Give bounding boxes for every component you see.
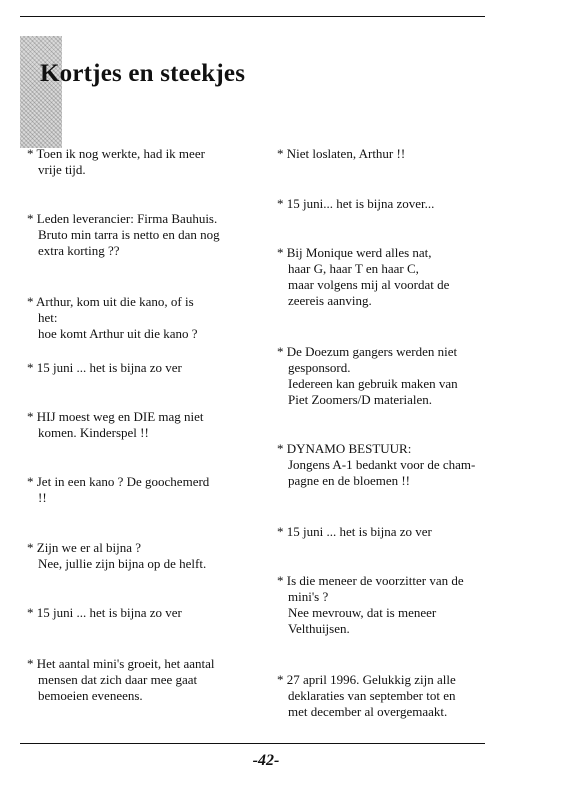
note-line: Nee mevrouw, dat is meneer — [288, 605, 437, 620]
note-line: deklaraties van september tot en — [288, 688, 456, 703]
note-item — [27, 605, 262, 621]
note-line: mensen dat zich daar mee gaat — [38, 672, 198, 687]
note-item — [277, 146, 492, 162]
note-line: * Toen ik nog werkte, had ik meer — [27, 146, 205, 161]
note-line: Jongens A-1 bedankt voor de cham- — [288, 457, 476, 472]
note-item — [277, 245, 492, 309]
note-line: zeereis aanving. — [288, 293, 372, 308]
note-line: Velthuijsen. — [288, 621, 350, 636]
note-line: met december al overgemaakt. — [288, 704, 448, 719]
bottom-rule — [20, 743, 485, 744]
note-line: * Zijn we er al bijna ? — [27, 540, 142, 555]
page-title: Kortjes en steekjes — [40, 60, 246, 87]
note-line: gesponsord. — [288, 360, 351, 375]
note-line: * DYNAMO BESTUUR: — [277, 441, 412, 456]
note-line: maar volgens mij al voordat de — [288, 277, 450, 292]
note-line: mini's ? — [288, 589, 329, 604]
note-line: * Is die meneer de voorzitter van de — [277, 573, 464, 588]
note-item — [27, 409, 262, 441]
note-line: Iedereen kan gebruik maken van — [288, 376, 458, 391]
page-number: -42- — [252, 752, 280, 769]
note-item — [277, 441, 492, 489]
note-line: bemoeien eveneens. — [38, 688, 143, 703]
note-item — [277, 672, 492, 720]
note-line: het: — [38, 310, 58, 325]
note-line: * HIJ moest weg en DIE mag niet — [27, 409, 204, 424]
note-line: Nee, jullie zijn bijna op de helft. — [38, 556, 207, 571]
note-item — [27, 656, 262, 704]
note-line: * Leden leverancier: Firma Bauhuis. — [27, 211, 218, 226]
note-line: !! — [38, 490, 47, 505]
note-line: * 27 april 1996. Gelukkig zijn alle — [277, 672, 456, 687]
note-line: * 15 juni ... het is bijna zo ver — [277, 524, 432, 539]
note-item — [27, 211, 262, 259]
note-line: hoe komt Arthur uit die kano ? — [38, 326, 198, 341]
note-line: Bruto min tarra is netto en dan nog — [38, 227, 220, 242]
note-item — [27, 294, 262, 342]
note-item — [27, 474, 262, 506]
note-item — [27, 360, 262, 376]
note-item — [27, 540, 262, 572]
note-line: extra korting ?? — [38, 243, 120, 258]
note-item — [277, 524, 492, 540]
top-rule — [20, 16, 485, 17]
note-line: pagne en de bloemen !! — [288, 473, 411, 488]
note-item — [27, 146, 262, 178]
note-line: * 15 juni ... het is bijna zo ver — [27, 360, 182, 375]
note-line: * Niet loslaten, Arthur !! — [277, 146, 406, 161]
note-line: * Het aantal mini's groeit, het aantal — [27, 656, 215, 671]
note-item — [277, 344, 492, 408]
note-line: * De Doezum gangers werden niet — [277, 344, 458, 359]
note-line: * Bij Monique werd alles nat, — [277, 245, 432, 260]
title-shading — [20, 36, 62, 148]
note-line: * 15 juni ... het is bijna zo ver — [27, 605, 182, 620]
note-line: * 15 juni... het is bijna zover... — [277, 196, 435, 211]
note-item — [277, 573, 492, 637]
note-line: * Arthur, kom uit die kano, of is — [27, 294, 194, 309]
note-line: komen. Kinderspel !! — [38, 425, 149, 440]
note-line: Piet Zoomers/D materialen. — [288, 392, 433, 407]
note-line: vrije tijd. — [38, 162, 86, 177]
note-line: * Jet in een kano ? De goochemerd — [27, 474, 210, 489]
note-line: haar G, haar T en haar C, — [288, 261, 419, 276]
note-item — [277, 196, 492, 212]
